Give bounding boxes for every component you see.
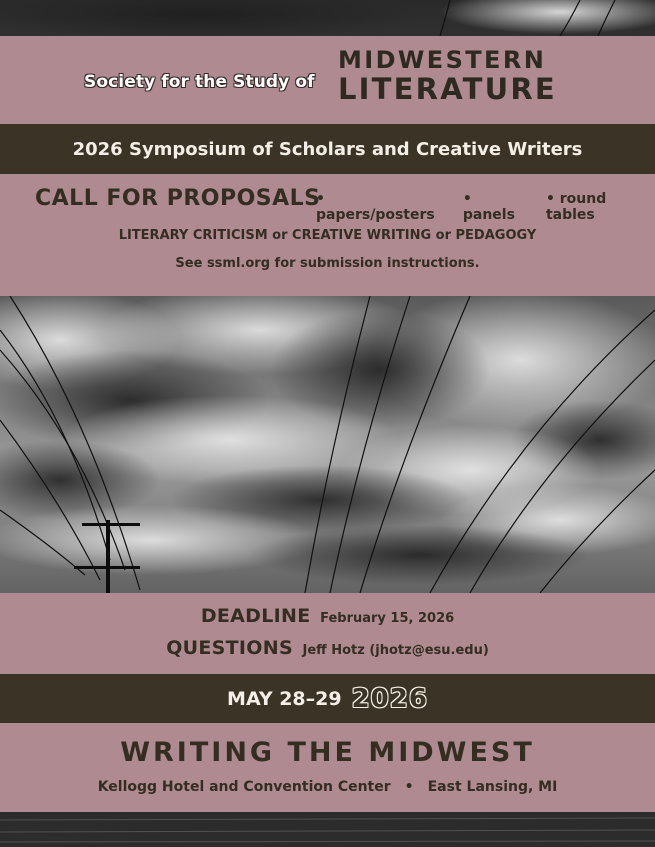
proposal-areas: LITERARY CRITICISM or CREATIVE WRITING or PEDAGOGY [118,228,537,243]
submission-instructions: See ssml.org for submission instructions. [175,256,480,271]
title-line-midwestern: MIDWESTERN [338,46,547,74]
deadline-value: February 15, 2026 [320,611,455,626]
format-item: • papers/posters [316,191,443,223]
deadline-band [0,593,655,674]
header-band [0,36,655,124]
deadline-label: DEADLINE [200,605,311,627]
cfp-title: CALL FOR PROPOSALS [35,186,321,211]
theme-title: WRITING THE MIDWEST [120,737,535,768]
questions-contact: Jeff Hotz (jhotz@esu.edu) [302,643,489,658]
format-item: • panels [463,191,526,223]
proposal-formats [316,191,655,223]
theme-band [0,723,655,812]
questions-row [0,637,655,659]
deadline-row [0,605,655,627]
format-item: • round tables [546,191,655,223]
symposium-band [0,124,655,174]
venue-line [0,779,655,795]
bullet-separator: • [404,779,414,795]
symposium-title: 2026 Symposium of Scholars and Creative Writers [72,138,583,160]
title-line-literature: LITERATURE [338,72,557,106]
society-name: Society for the Study of [84,72,315,92]
questions-label: QUESTIONS [166,637,293,659]
call-for-proposals-band [0,174,655,296]
organization-title [338,48,557,104]
event-date-band [0,674,655,723]
venue-location: East Lansing, MI [427,779,558,795]
venue-name: Kellogg Hotel and Convention Center [97,779,391,795]
event-dates: MAY 28–29 [227,687,342,710]
event-year: 2026 [351,683,428,714]
